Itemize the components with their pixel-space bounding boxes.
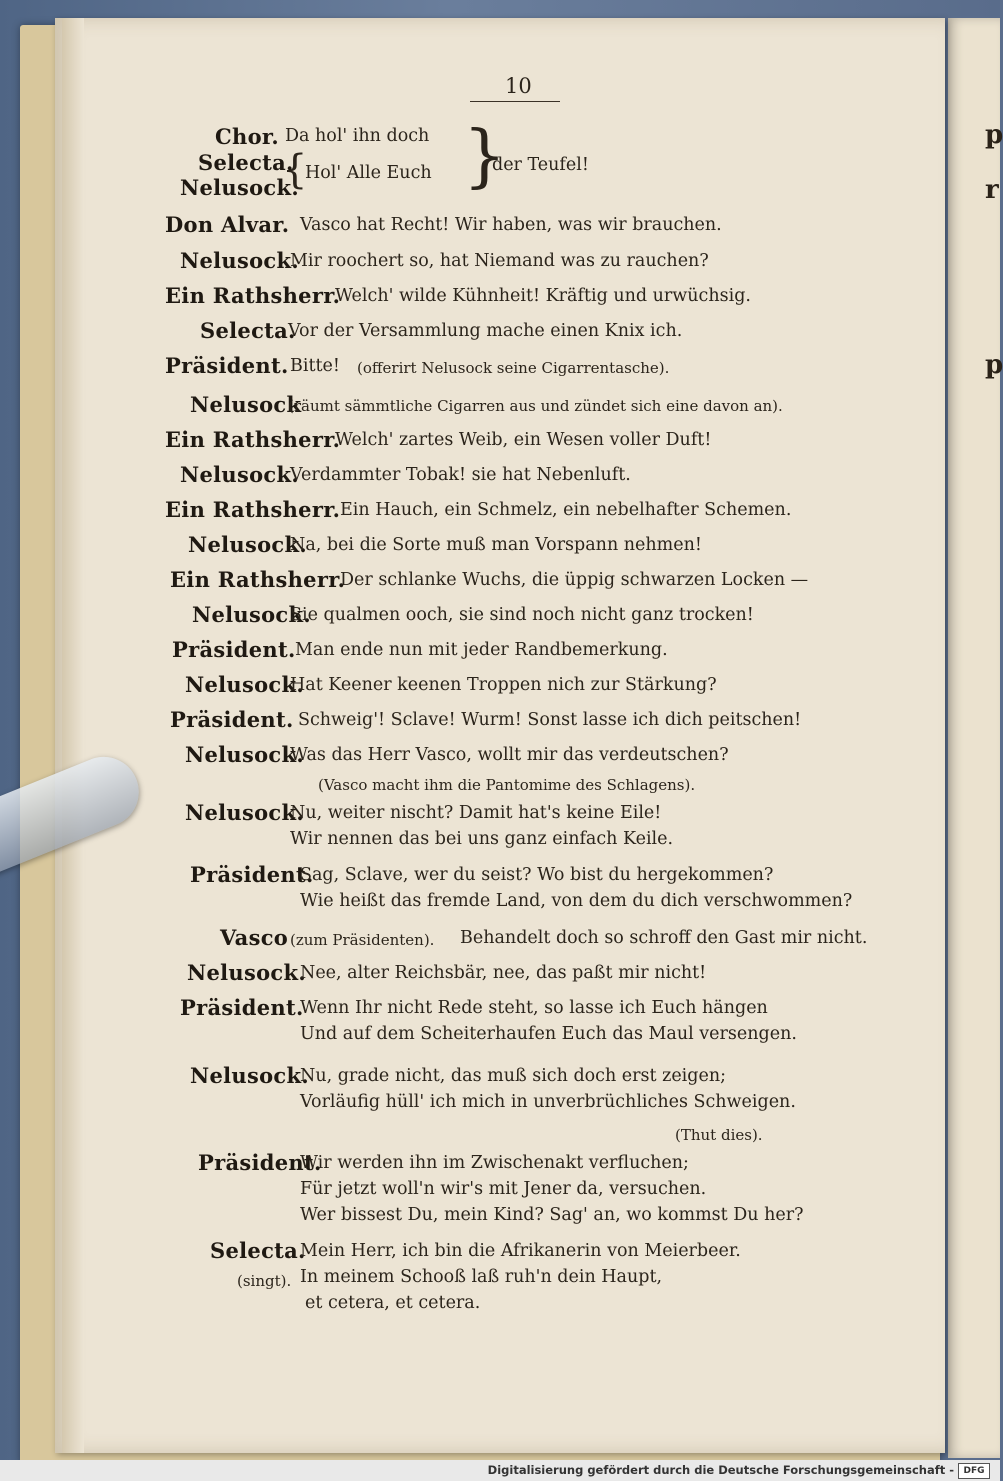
speaker-name: Nelusock. [190, 1063, 309, 1088]
verse-text: Welch' wilde Kühnheit! Kräftig und urwüchsig. [335, 286, 751, 306]
speaker-name: Präsident. [172, 637, 296, 662]
speaker-name: Präsident. [190, 862, 314, 887]
verse-text: Wer bissest Du, mein Kind? Sag' an, wo kommst Du her? [300, 1205, 804, 1225]
verse-text: Ein Hauch, ein Schmelz, ein nebelhafter Schemen. [340, 500, 792, 520]
verse-text: Der schlanke Wuchs, die üppig schwarzen Locken — [340, 570, 809, 590]
verse-text: Wenn Ihr nicht Rede steht, so lasse ich Euch hängen [300, 998, 768, 1018]
speaker-name: Vasco [220, 925, 289, 950]
verse-text: der Teufel! [492, 155, 589, 175]
speaker-name: Nelusock. [180, 462, 299, 487]
brace-left: { [282, 147, 308, 193]
facing-page [948, 18, 1000, 1458]
verse-text: Für jetzt woll'n wir's mit Jener da, versuchen. [300, 1179, 707, 1199]
verse-text: Nu, weiter nischt? Damit hat's keine Eile! [290, 803, 662, 823]
speaker-name: Präsident. [170, 707, 294, 732]
verse-text: Hol' Alle Euch [305, 163, 432, 183]
verse-text: et cetera, et cetera. [305, 1293, 481, 1313]
speaker-name: Nelusock. [180, 248, 299, 273]
speaker-name: Nelusock. [187, 960, 306, 985]
verse-text: Was das Herr Vasco, wollt mir das verdeutschen? [290, 745, 729, 765]
page-number: 10 [505, 74, 532, 98]
stage-direction: (räumt sämmtliche Cigarren aus und zündet sich eine davon an). [288, 397, 783, 415]
verse-text: Hat Keener keenen Troppen nich zur Stärkung? [290, 675, 717, 695]
page-gutter [62, 18, 84, 1453]
speaker-name: Ein Rathsherr. [165, 427, 341, 452]
verse-text: Mir roochert so, hat Niemand was zu rauchen? [290, 251, 709, 271]
verse-text: Vorläufig hüll' ich mich in unverbrüchliches Schweigen. [300, 1092, 796, 1112]
speaker-name: Präsident. [165, 353, 289, 378]
verse-text: Vasco hat Recht! Wir haben, was wir brauchen. [300, 215, 722, 235]
verse-text: Nee, alter Reichsbär, nee, das paßt mir nicht! [300, 963, 707, 983]
speaker-name: Nelusock. [180, 175, 299, 200]
speaker-name: Ein Rathsherr. [165, 497, 341, 522]
verse-text: Bitte! [290, 356, 340, 376]
page-number-rule [470, 101, 560, 102]
speaker-name: Nelusock. [192, 602, 311, 627]
speaker-name: Selecta. [200, 318, 296, 343]
verse-text: Welch' zartes Weib, ein Wesen voller Duft! [335, 430, 712, 450]
footer-credit: Digitalisierung gefördert durch die Deutsche Forschungsgemeinschaft - [487, 1463, 954, 1477]
speaker-name: Ein Rathsherr. [170, 567, 346, 592]
verse-text: Mein Herr, ich bin die Afrikanerin von Meierbeer. [300, 1241, 741, 1261]
stage-direction: (offerirt Nelusock seine Cigarrentasche). [357, 359, 670, 377]
verse-text: Schweig'! Sclave! Wurm! Sonst lasse ich dich peitschen! [298, 710, 802, 730]
footer-bar [0, 1460, 1000, 1481]
speaker-name: Präsident. [198, 1150, 322, 1175]
speaker-name: Nelusock. [185, 800, 304, 825]
facing-page-glyph: r [985, 175, 999, 205]
facing-page-glyph: p [985, 350, 1003, 380]
verse-text: Da hol' ihn doch [285, 126, 430, 146]
speaker-name: Ein Rathsherr. [165, 283, 341, 308]
verse-text: Man ende nun mit jeder Randbemerkung. [295, 640, 668, 660]
speaker-name: Präsident. [180, 995, 304, 1020]
verse-text: Verdammter Tobak! sie hat Nebenluft. [290, 465, 631, 485]
verse-text: Sie qualmen ooch, sie sind noch nicht ganz trocken! [290, 605, 754, 625]
speaker-name: Selecta. [210, 1238, 306, 1263]
speaker-name: Don Alvar. [165, 212, 290, 237]
speaker-name: Nelusock. [185, 742, 304, 767]
verse-text: In meinem Schooß laß ruh'n dein Haupt, [300, 1267, 663, 1287]
facing-page-glyph: p [985, 120, 1003, 150]
dfg-logo: DFG [958, 1463, 990, 1479]
brace-right: } [463, 117, 507, 196]
verse-text: Wir werden ihn im Zwischenakt verfluchen; [300, 1153, 689, 1173]
speaker-name: Chor. [215, 124, 279, 149]
speaker-name: Nelusock. [188, 532, 307, 557]
verse-text: Na, bei die Sorte muß man Vorspann nehmen! [290, 535, 702, 555]
stage-direction: (Vasco macht ihm die Pantomime des Schlagens). [318, 776, 696, 794]
verse-text: Sag, Sclave, wer du seist? Wo bist du hergekommen? [300, 865, 774, 885]
stage-direction: (Thut dies). [675, 1126, 763, 1144]
stage-direction: (singt). [237, 1272, 292, 1290]
speaker-name: Nelusock [190, 392, 302, 417]
verse-text: Nu, grade nicht, das muß sich doch erst zeigen; [300, 1066, 727, 1086]
verse-text: Vor der Versammlung mache einen Knix ich. [288, 321, 683, 341]
stage-direction: (zum Präsidenten). [290, 931, 435, 949]
speaker-name: Nelusock. [185, 672, 304, 697]
speaker-name: Selecta. [198, 150, 294, 175]
verse-text: Und auf dem Scheiterhaufen Euch das Maul versengen. [300, 1024, 797, 1044]
verse-text: Behandelt doch so schroff den Gast mir nicht. [460, 928, 868, 948]
verse-text: Wir nennen das bei uns ganz einfach Keile. [290, 829, 674, 849]
verse-text: Wie heißt das fremde Land, von dem du dich verschwommen? [300, 891, 853, 911]
